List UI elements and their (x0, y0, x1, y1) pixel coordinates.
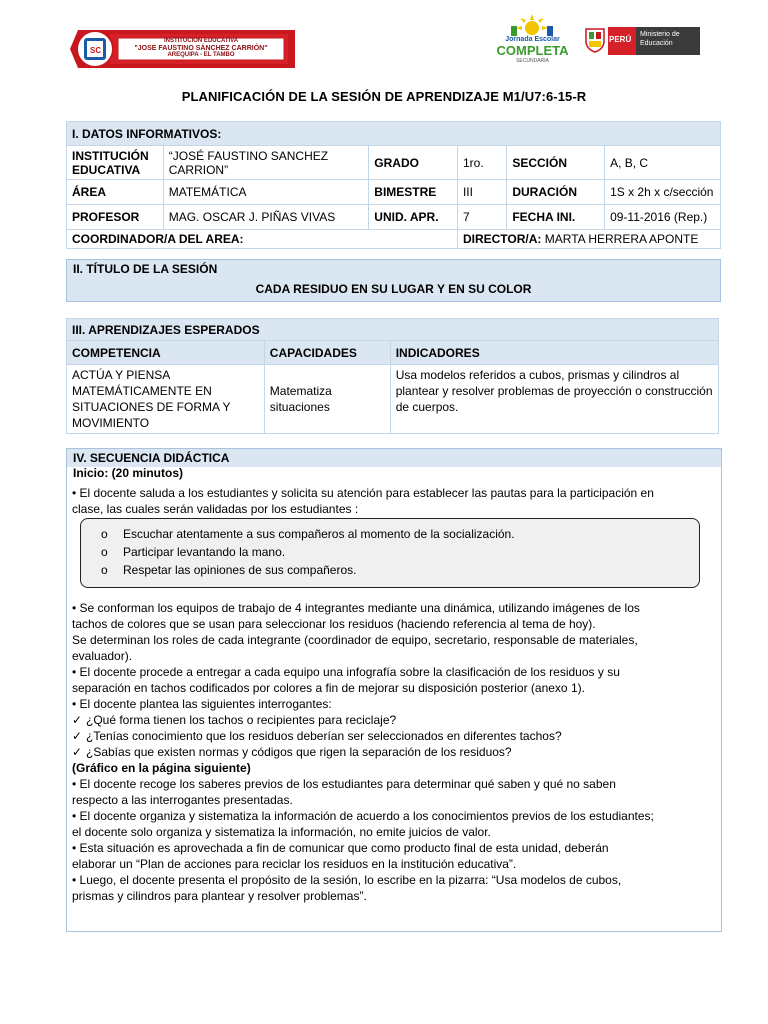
ministry-logo-name: Ministerio de Educación (640, 31, 680, 47)
unidad-label: UNID. APR. (369, 205, 458, 230)
seccion-label: SECCIÓN (507, 146, 605, 180)
inicio-label: Inicio: (20 minutos) (73, 466, 184, 480)
director-value: MARTA HERRERA APONTE (544, 232, 699, 246)
titulo-sesion-box (66, 259, 721, 302)
jornada-logo-bottom: SECUNDARIA (516, 58, 549, 64)
ministry-logo (582, 24, 700, 58)
secuencia-body (72, 600, 712, 904)
titulo-section-title: II. TÍTULO DE LA SESIÓN (73, 262, 218, 276)
col-competencia: COMPETENCIA (67, 341, 265, 365)
question-3: ✓ ¿Sabías que existen normas y códigos que rigen la separación de los residuos? (72, 745, 512, 759)
profesor-value: MAG. OSCAR J. PIÑAS VIVAS (163, 205, 369, 230)
p3-line-2: evaluador). (72, 649, 133, 663)
fecha-value: 09-11-2016 (Rep.) (605, 205, 721, 230)
area-value: MATEMÁTICA (163, 180, 369, 205)
normas-box (80, 518, 700, 588)
check-icon: ✓ (72, 745, 83, 759)
jornada-escolar-logo (495, 14, 570, 72)
p1-line-1: • El docente saluda a los estudiantes y solicita su atención para establecer las pautas para la participación en (72, 486, 654, 500)
school-logo-line3: AREQUIPA - EL TAMBO (167, 52, 235, 58)
duracion-label: DURACIÓN (507, 180, 605, 205)
question-2: ✓ ¿Tenías conocimiento que los residuos deberían ser seleccionados en diferentes tachos? (72, 729, 562, 743)
col-indicadores: INDICADORES (390, 341, 718, 365)
p2-line-2: tachos de colores que se usan para seleccionar los residuos (haciendo referencia al tema de hoy). (72, 617, 596, 631)
director-label: DIRECTOR/A: (462, 232, 542, 246)
institucion-value: “JOSÉ FAUSTINO SANCHEZ CARRION” (163, 146, 369, 180)
seccion-value: A, B, C (605, 146, 721, 180)
secuencia-paragraph-1 (72, 485, 712, 517)
jornada-logo-main: COMPLETA (496, 43, 569, 58)
question-1: ✓ ¿Qué forma tienen los tachos o recipientes para reciclaje? (72, 713, 397, 727)
p7-line-1: • El docente organiza y sistematiza la información de acuerdo a los conocimientos previos de los estudiantes; (72, 809, 654, 823)
ministry-logo-country: PERÚ (609, 35, 632, 44)
director-cell (457, 230, 720, 249)
institucion-label: INSTITUCIÓN EDUCATIVA (67, 146, 164, 180)
check-icon: ✓ (72, 713, 83, 727)
peru-shield-icon (584, 27, 606, 53)
unidad-value: 7 (457, 205, 506, 230)
competencia-value: ACTÚA Y PIENSA MATEMÁTICAMENTE EN SITUACIONES DE FORMA Y MOVIMIENTO (67, 365, 265, 434)
grado-label: GRADO (369, 146, 458, 180)
area-label: ÁREA (67, 180, 164, 205)
p5-line: • El docente plantea las siguientes interrogantes: (72, 697, 332, 711)
grafico-note: (Gráfico en la página siguiente) (72, 761, 251, 775)
secuencia-section-title: IV. SECUENCIA DIDÁCTICA (67, 449, 721, 467)
fecha-label: FECHA INI. (507, 205, 605, 230)
p8-line-2: elaborar un “Plan de acciones para reciclar los residuos en la institución educativa”. (72, 857, 517, 871)
datos-section-title: I. DATOS INFORMATIVOS: (67, 122, 721, 146)
datos-informativos-table (66, 121, 721, 249)
p2-line-1: • Se conforman los equipos de trabajo de 4 integrantes mediante una dinámica, utilizando imágenes de los (72, 601, 640, 615)
p6-line-2: respecto a las interrogantes presentadas. (72, 793, 293, 807)
normas-item: o Escuchar atentamente a sus compañeros al momento de la socialización. (101, 527, 515, 541)
profesor-label: PROFESOR (67, 205, 164, 230)
p9-line-1: • Luego, el docente presenta el propósito de la sesión, lo escribe en la pizarra: “Usa modelos de cubos, (72, 873, 622, 887)
p4-line-2: separación en tachos codificados por colores a fin de mejorar su disposición posterior (anexo 1). (72, 681, 585, 695)
p8-line-1: • Esta situación es aprovechada a fin de comunicar que como producto final de esta unidad, deberán (72, 841, 609, 855)
titulo-sesion-value: CADA RESIDUO EN SU LUGAR Y EN SU COLOR (255, 282, 532, 296)
p1-line-2: clase, las cuales serán validadas por los estudiantes : (72, 502, 359, 516)
capacidades-value: Matematiza situaciones (264, 365, 390, 434)
school-logo-line2: "JOSE FAUSTINO SÁNCHEZ CARRIÓN" (134, 45, 268, 52)
grado-value: 1ro. (457, 146, 506, 180)
aprendizajes-table (66, 318, 719, 434)
p6-line-1: • El docente recoge los saberes previos de los estudiantes para determinar qué saben y qué no saben (72, 777, 616, 791)
jornada-logo-top: Jornada Escolar (505, 36, 560, 43)
check-icon: ✓ (72, 729, 83, 743)
p3-line-1: Se determinan los roles de cada integrante (coordinador de equipo, secretario, responsable de materiales, (72, 633, 638, 647)
col-capacidades: CAPACIDADES (264, 341, 390, 365)
bimestre-value: III (457, 180, 506, 205)
normas-item: o Participar levantando la mano. (101, 545, 286, 559)
school-logo (70, 26, 295, 72)
coordinador-label: COORDINADOR/A DEL AREA: (67, 230, 458, 249)
document-title: PLANIFICACIÓN DE LA SESIÓN DE APRENDIZAJE M1/U7:6-15-R (181, 89, 587, 104)
normas-item: o Respetar las opiniones de sus compañeros. (101, 563, 357, 577)
p7-line-2: el docente solo organiza y sistematiza la información, no emite juicios de valor. (72, 825, 491, 839)
bimestre-label: BIMESTRE (369, 180, 458, 205)
indicadores-value: Usa modelos referidos a cubos, prismas y cilindros al plantear y resolver problemas de proyección o construcción de cuerpos. (390, 365, 718, 434)
p4-line-1: • El docente procede a entregar a cada equipo una infografía sobre la clasificación de los residuos y su (72, 665, 620, 679)
duracion-value: 1S x 2h x c/sección (605, 180, 721, 205)
svg-text:SC: SC (90, 46, 102, 55)
school-logo-line1: INSTITUCIÓN EDUCATIVA (163, 38, 239, 44)
p9-line-2: prismas y cilindros para plantear y resolver problemas”. (72, 889, 367, 903)
aprendizajes-section-title: III. APRENDIZAJES ESPERADOS (67, 319, 719, 341)
